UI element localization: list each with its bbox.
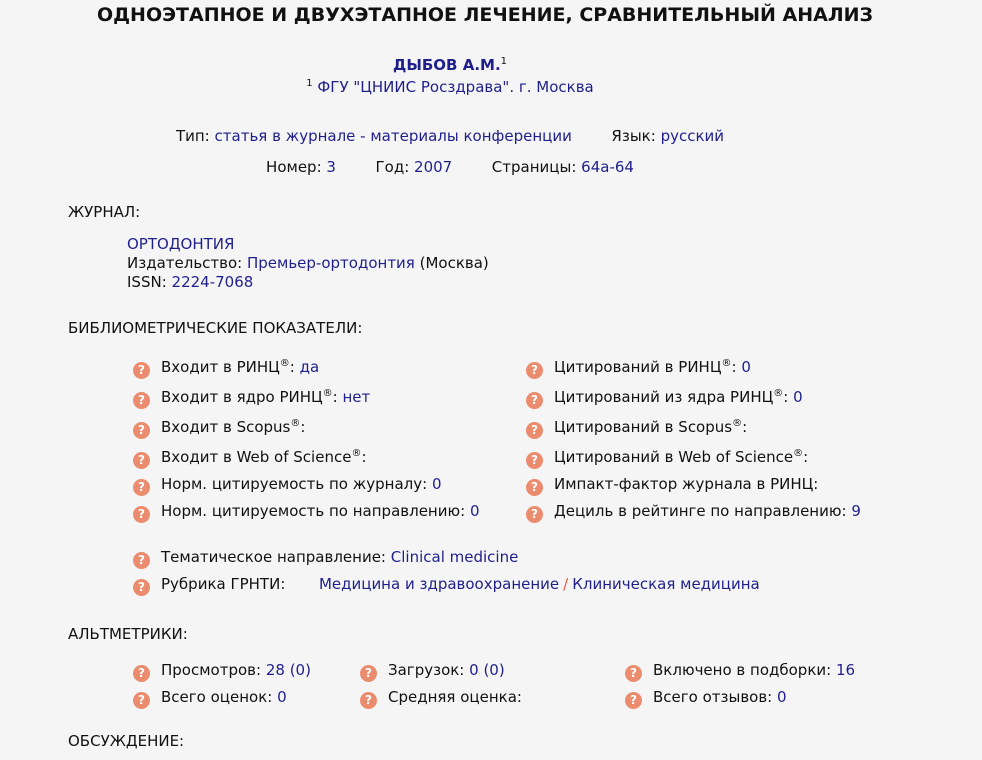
right-metric-row: ? Цитирований из ядра РИНЦ®: 0 bbox=[526, 388, 803, 409]
metric-label: Входит в Scopus bbox=[161, 418, 291, 436]
help-icon[interactable]: ? bbox=[526, 506, 543, 523]
journal-block bbox=[127, 235, 489, 292]
help-icon[interactable]: ? bbox=[360, 692, 377, 709]
help-icon[interactable]: ? bbox=[133, 579, 150, 596]
metric-label: Цитирований в Web of Science bbox=[554, 448, 794, 466]
right-metric-row: ? Цитирований в Scopus®: bbox=[526, 418, 747, 439]
metric-label: Норм. цитируемость по журналу bbox=[161, 475, 423, 493]
registered-mark: ® bbox=[773, 388, 784, 399]
left-metric-row: ? Входит в Scopus®: bbox=[133, 418, 305, 439]
help-icon[interactable]: ? bbox=[133, 362, 150, 379]
altmetric-downloads bbox=[360, 661, 505, 682]
grnti-label: Рубрика ГРНТИ: bbox=[161, 575, 286, 593]
views-label: Просмотров: bbox=[161, 661, 262, 679]
pages-label: Страницы: bbox=[491, 158, 577, 176]
altmetrics-heading: АЛЬТМЕТРИКИ: bbox=[68, 625, 188, 643]
registered-mark: ® bbox=[279, 358, 290, 369]
meta-row-issue bbox=[0, 158, 900, 176]
year-value: 2007 bbox=[414, 158, 453, 176]
help-icon[interactable]: ? bbox=[526, 479, 543, 496]
type-value: статья в журнале - материалы конференции bbox=[214, 127, 572, 145]
registered-mark: ® bbox=[732, 418, 743, 429]
help-icon[interactable]: ? bbox=[133, 392, 150, 409]
altmetric-views bbox=[133, 661, 311, 682]
metric-label: Цитирований в Scopus bbox=[554, 418, 733, 436]
year-label: Год: bbox=[375, 158, 410, 176]
author-line bbox=[0, 56, 900, 74]
right-metric-row: ? Цитирований в РИНЦ®: 0 bbox=[526, 358, 751, 379]
number-value[interactable]: 3 bbox=[326, 158, 336, 176]
metric-label: Входит в ядро РИНЦ bbox=[161, 388, 323, 406]
right-metric-row: ? Дециль в рейтинге по направлению: 9 bbox=[526, 502, 861, 523]
registered-mark: ® bbox=[351, 448, 362, 459]
help-icon[interactable]: ? bbox=[526, 362, 543, 379]
downloads-value: 0 (0) bbox=[469, 661, 505, 679]
number-label: Номер: bbox=[266, 158, 322, 176]
grnti-link-medicine[interactable]: Медицина и здравоохранение bbox=[318, 575, 560, 593]
metric-value: нет bbox=[342, 388, 371, 406]
altmetric-collections bbox=[625, 661, 855, 682]
publisher-city: (Москва) bbox=[419, 254, 489, 272]
left-metric-row: ? Входит в ядро РИНЦ®: нет bbox=[133, 388, 370, 409]
left-metric-row: ? Входит в РИНЦ®: да bbox=[133, 358, 319, 379]
downloads-label: Загрузок: bbox=[388, 661, 465, 679]
metric-label: Цитирований в РИНЦ bbox=[554, 358, 722, 376]
issn-value: 2224-7068 bbox=[171, 273, 254, 291]
average-label: Средняя оценка: bbox=[388, 688, 522, 706]
language-value: русский bbox=[660, 127, 725, 145]
metric-value: 0 bbox=[741, 358, 751, 376]
help-icon[interactable]: ? bbox=[133, 692, 150, 709]
ratings-label: Всего оценок: bbox=[161, 688, 273, 706]
metric-label: Норм. цитируемость по направлению bbox=[161, 502, 461, 520]
help-icon[interactable]: ? bbox=[526, 392, 543, 409]
language-label: Язык: bbox=[611, 127, 656, 145]
meta-row-type bbox=[0, 127, 900, 145]
topic-row bbox=[133, 548, 518, 569]
topic-value: Clinical medicine bbox=[390, 548, 519, 566]
affiliation-link[interactable]: ФГУ "ЦНИИС Росздрава". г. Москва bbox=[317, 78, 594, 96]
help-icon[interactable]: ? bbox=[133, 506, 150, 523]
registered-mark: ® bbox=[322, 388, 333, 399]
collections-label: Включено в подборки: bbox=[653, 661, 832, 679]
type-label: Тип: bbox=[175, 127, 210, 145]
metric-value: 0 bbox=[469, 502, 480, 520]
metric-value: да bbox=[299, 358, 320, 376]
publisher-label: Издательство: bbox=[127, 254, 243, 272]
altmetric-reviews bbox=[625, 688, 787, 709]
help-icon[interactable]: ? bbox=[625, 692, 642, 709]
affiliation-mark: 1 bbox=[306, 78, 313, 89]
biblio-heading: БИБЛИОМЕТРИЧЕСКИЕ ПОКАЗАТЕЛИ: bbox=[68, 319, 363, 337]
discussion-heading: ОБСУЖДЕНИЕ: bbox=[68, 732, 185, 750]
article-title: ОДНОЭТАПНОЕ И ДВУХЭТАПНОЕ ЛЕЧЕНИЕ, СРАВНИТЕЛЬНЫЙ АНАЛИЗ bbox=[96, 4, 874, 26]
left-metric-row: ? Норм. цитируемость по направлению: 0 bbox=[133, 502, 479, 523]
pages-value: 64а-64 bbox=[581, 158, 634, 176]
altmetric-ratings bbox=[133, 688, 287, 709]
left-metric-row: ? Входит в Web of Science®: bbox=[133, 448, 367, 469]
right-metric-row: ? Импакт-фактор журнала в РИНЦ: bbox=[526, 475, 818, 496]
help-icon[interactable]: ? bbox=[133, 422, 150, 439]
topic-label: Тематическое направление: bbox=[161, 548, 386, 566]
collections-value[interactable]: 16 bbox=[835, 661, 856, 679]
metric-value: 9 bbox=[851, 502, 861, 520]
help-icon[interactable]: ? bbox=[360, 665, 377, 682]
author-affiliation-mark: 1 bbox=[500, 56, 508, 67]
help-icon[interactable]: ? bbox=[133, 479, 150, 496]
grnti-link-clinical[interactable]: Клиническая медицина bbox=[572, 575, 760, 593]
metric-label: Цитирований из ядра РИНЦ bbox=[554, 388, 774, 406]
publisher-link[interactable]: Премьер-ортодонтия bbox=[247, 254, 415, 272]
right-metric-row: ? Цитирований в Web of Science®: bbox=[526, 448, 808, 469]
metric-label: Входит в РИНЦ bbox=[161, 358, 280, 376]
left-metric-row: ? Норм. цитируемость по журналу: 0 bbox=[133, 475, 442, 496]
issn-label: ISSN: bbox=[127, 273, 167, 291]
metric-value: 0 bbox=[793, 388, 803, 406]
author-link[interactable]: ДЫБОВ А.М. bbox=[392, 56, 501, 74]
registered-mark: ® bbox=[793, 448, 804, 459]
registered-mark: ® bbox=[290, 418, 301, 429]
help-icon[interactable]: ? bbox=[625, 665, 642, 682]
help-icon[interactable]: ? bbox=[133, 665, 150, 682]
altmetric-average bbox=[360, 688, 522, 709]
ratings-value: 0 bbox=[277, 688, 287, 706]
metric-label: Импакт-фактор журнала в РИНЦ bbox=[554, 475, 814, 493]
help-icon[interactable]: ? bbox=[526, 422, 543, 439]
journal-heading: ЖУРНАЛ: bbox=[68, 203, 141, 221]
metric-label: Дециль в рейтинге по направлению bbox=[554, 502, 842, 520]
affiliation-line bbox=[0, 78, 900, 96]
reviews-label: Всего отзывов: bbox=[653, 688, 773, 706]
journal-name-link[interactable]: ОРТОДОНТИЯ bbox=[127, 235, 235, 253]
metric-value: 0 bbox=[431, 475, 442, 493]
grnti-row bbox=[133, 575, 760, 596]
views-value: 28 (0) bbox=[265, 661, 311, 679]
help-icon[interactable]: ? bbox=[133, 552, 150, 569]
metric-label: Входит в Web of Science bbox=[161, 448, 352, 466]
reviews-value: 0 bbox=[777, 688, 787, 706]
help-icon[interactable]: ? bbox=[133, 452, 150, 469]
registered-mark: ® bbox=[721, 358, 732, 369]
help-icon[interactable]: ? bbox=[526, 452, 543, 469]
grnti-separator: / bbox=[563, 575, 569, 593]
